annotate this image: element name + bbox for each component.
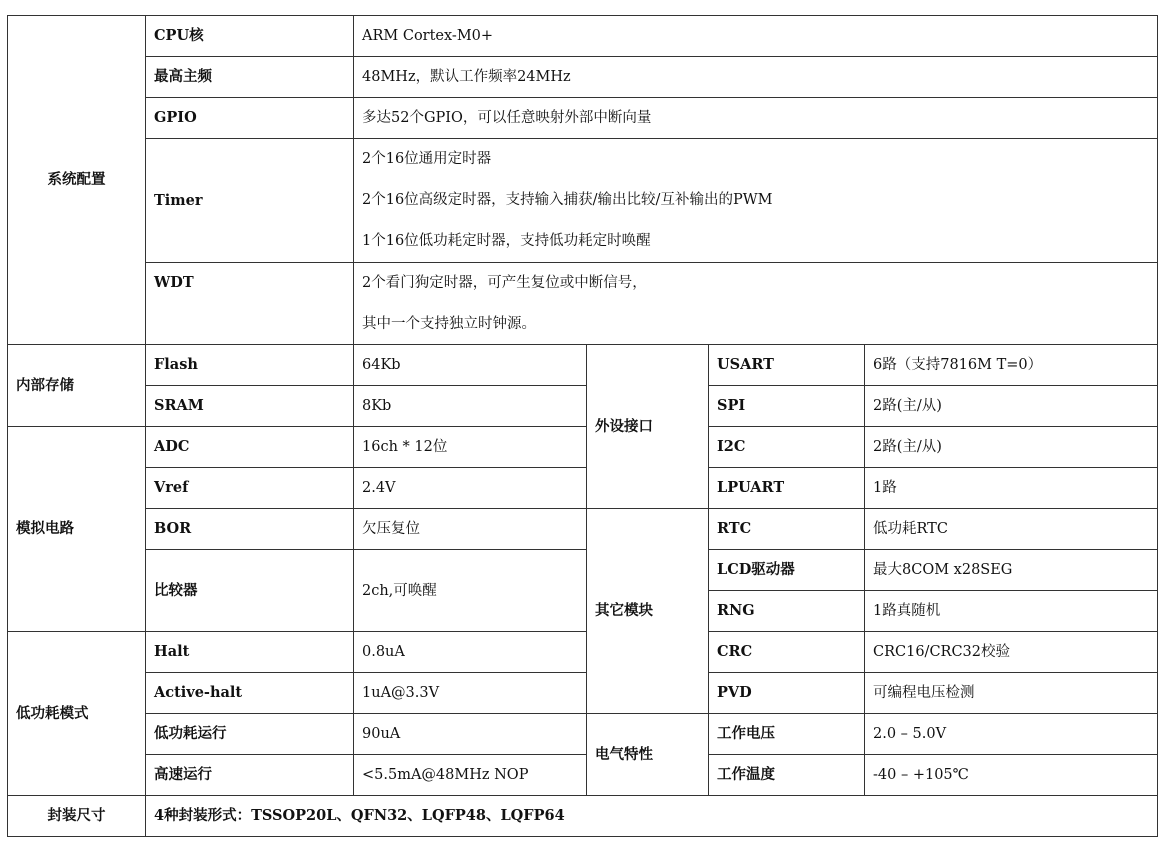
value-cpu: ARM Cortex-M0+	[354, 16, 1158, 57]
row-active-halt	[8, 673, 1158, 714]
value-lp-run: 90uA	[354, 714, 587, 755]
value-active-halt: 1uA@3.3V	[354, 673, 587, 714]
wdt-line-1: 2个看门狗定时器，可产生复位或中断信号，	[354, 263, 1158, 304]
row-flash	[8, 345, 1158, 386]
row-bor	[8, 509, 1158, 550]
row-wdt-1	[8, 263, 1158, 304]
row-hs-run	[8, 755, 1158, 796]
label-usart: USART	[709, 345, 865, 386]
category-other: 其它模块	[587, 509, 709, 714]
value-gpio: 多达52个GPIO，可以任意映射外部中断向量	[354, 98, 1158, 139]
value-usart: 6路（支持7816M T=0）	[865, 345, 1158, 386]
label-lpuart: LPUART	[709, 468, 865, 509]
label-comparator: 比较器	[146, 550, 354, 632]
label-freq: 最高主频	[146, 57, 354, 98]
label-adc: ADC	[146, 427, 354, 468]
row-comparator	[8, 550, 1158, 591]
row-adc	[8, 427, 1158, 468]
value-rtc: 低功耗RTC	[865, 509, 1158, 550]
timer-line-3: 1个16位低功耗定时器，支持低功耗定时唤醒	[362, 233, 651, 249]
value-sram: 8Kb	[354, 386, 587, 427]
category-system: 系统配置	[8, 16, 146, 345]
value-vref: 2.4V	[354, 468, 587, 509]
label-voltage: 工作电压	[709, 714, 865, 755]
row-package	[8, 796, 1158, 837]
category-memory: 内部存储	[8, 345, 146, 427]
value-bor: 欠压复位	[354, 509, 587, 550]
row-timer	[8, 139, 1158, 263]
label-temperature: 工作温度	[709, 755, 865, 796]
value-lpuart: 1路	[865, 468, 1158, 509]
row-vref	[8, 468, 1158, 509]
value-pvd: 可编程电压检测	[865, 673, 1158, 714]
label-pvd: PVD	[709, 673, 865, 714]
value-comparator: 2ch,可唤醒	[354, 550, 587, 632]
category-package: 封装尺寸	[8, 796, 146, 837]
value-package: 4种封装形式：TSSOP20L、QFN32、LQFP48、LQFP64	[146, 796, 1158, 837]
spec-table	[7, 15, 1158, 837]
label-wdt: WDT	[146, 263, 354, 345]
label-crc: CRC	[709, 632, 865, 673]
label-halt: Halt	[146, 632, 354, 673]
label-flash: Flash	[146, 345, 354, 386]
value-voltage: 2.0 – 5.0V	[865, 714, 1158, 755]
value-lcd: 最大8COM x28SEG	[865, 550, 1158, 591]
category-lowpower: 低功耗模式	[8, 632, 146, 796]
category-peripheral: 外设接口	[587, 345, 709, 509]
value-crc: CRC16/CRC32校验	[865, 632, 1158, 673]
label-hs-run: 高速运行	[146, 755, 354, 796]
label-i2c: I2C	[709, 427, 865, 468]
label-lcd: LCD驱动器	[709, 550, 865, 591]
label-vref: Vref	[146, 468, 354, 509]
timer-line-2: 2个16位高级定时器，支持输入捕获/输出比较/互补输出的PWM	[362, 192, 773, 208]
row-cpu	[8, 16, 1158, 57]
label-gpio: GPIO	[146, 98, 354, 139]
label-cpu: CPU核	[146, 16, 354, 57]
value-rng: 1路真随机	[865, 591, 1158, 632]
label-timer: Timer	[146, 139, 354, 263]
row-sram	[8, 386, 1158, 427]
category-analog: 模拟电路	[8, 427, 146, 632]
label-sram: SRAM	[146, 386, 354, 427]
value-i2c: 2路(主/从)	[865, 427, 1158, 468]
value-timer	[354, 139, 1158, 263]
label-spi: SPI	[709, 386, 865, 427]
value-spi: 2路(主/从)	[865, 386, 1158, 427]
value-temperature: -40 – +105℃	[865, 755, 1158, 796]
category-electrical: 电气特性	[587, 714, 709, 796]
label-lp-run: 低功耗运行	[146, 714, 354, 755]
value-freq: 48MHz，默认工作频率24MHz	[354, 57, 1158, 98]
wdt-line-2: 其中一个支持独立时钟源。	[354, 304, 1158, 345]
label-rng: RNG	[709, 591, 865, 632]
value-hs-run: <5.5mA@48MHz NOP	[354, 755, 587, 796]
row-halt	[8, 632, 1158, 673]
value-adc: 16ch * 12位	[354, 427, 587, 468]
value-halt: 0.8uA	[354, 632, 587, 673]
timer-line-1: 2个16位通用定时器	[362, 151, 492, 167]
row-gpio	[8, 98, 1158, 139]
label-active-halt: Active-halt	[146, 673, 354, 714]
label-rtc: RTC	[709, 509, 865, 550]
label-bor: BOR	[146, 509, 354, 550]
row-freq	[8, 57, 1158, 98]
row-lp-run	[8, 714, 1158, 755]
value-flash: 64Kb	[354, 345, 587, 386]
